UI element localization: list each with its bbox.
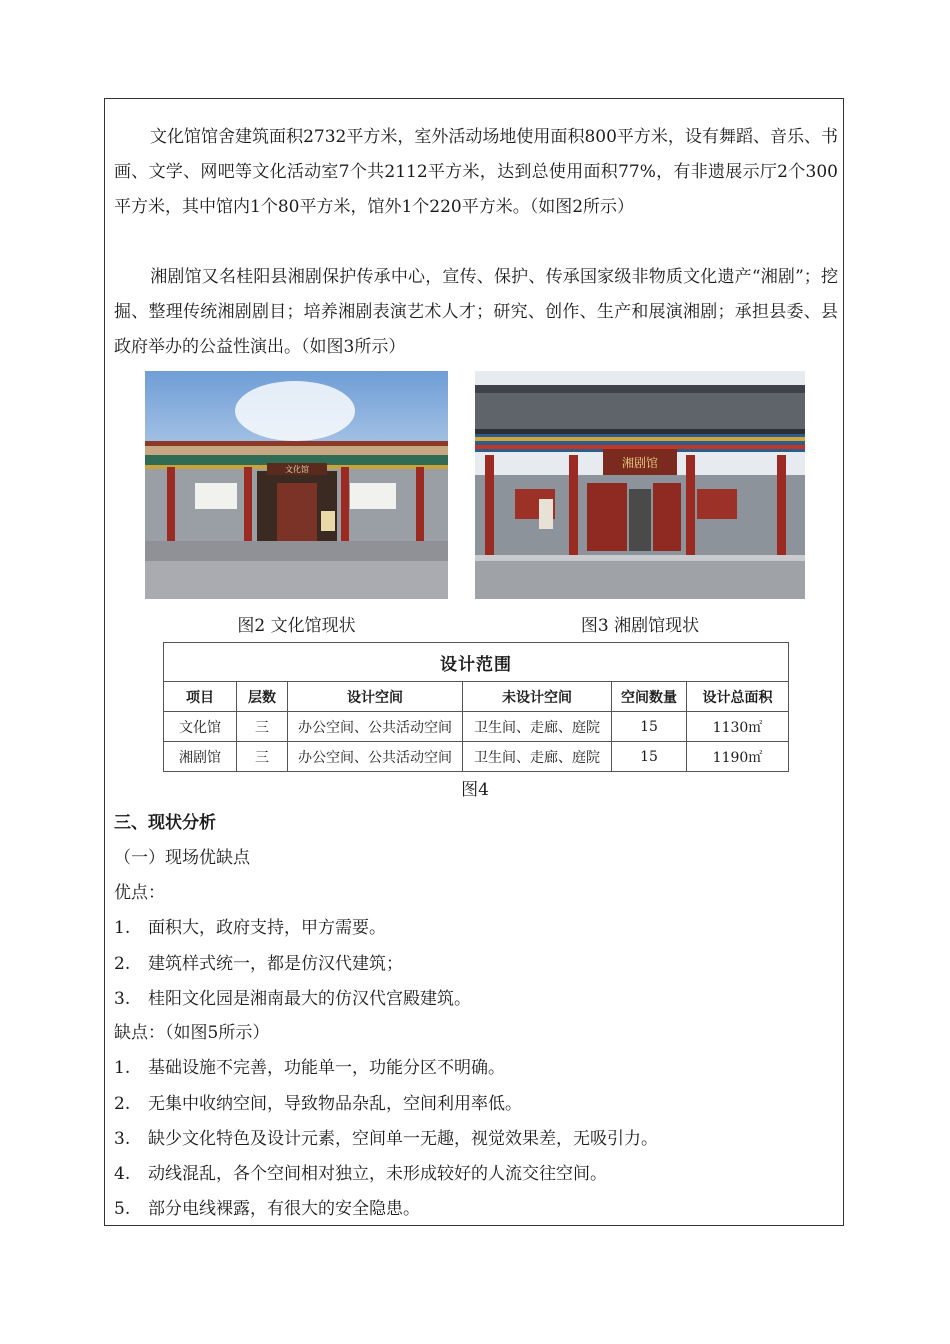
table-cell: 15 [612, 712, 687, 742]
table-header-row [164, 682, 789, 712]
culture-center-photo [145, 371, 448, 599]
table-row [164, 742, 789, 772]
table-cell: 三 [237, 742, 288, 772]
table-cell: 三 [237, 712, 288, 742]
pros-label: 优点： [114, 883, 165, 903]
paragraph-culture-center: 文化馆馆舍建筑面积2732平方米，室外活动场地使用面积800平方米，设有舞蹈、音乐、书画、文学、网吧等文化活动室7个共2112平方米，达到总使用面积77%，有非遗展示厅2个300平方米，其中馆内1个80平方米，馆外1个220平方米。（如图2所示） [114, 127, 838, 217]
xiangju-hall-photo [475, 371, 805, 599]
xiangju-hall-sign: 湘剧馆 [621, 456, 659, 470]
table-cell: 文化馆 [164, 712, 237, 742]
header-cell: 层数 [237, 682, 288, 712]
table-cell: 办公空间、公共活动空间 [288, 742, 463, 772]
table-cell: 卫生间、走廊、庭院 [463, 742, 612, 772]
section-heading: 三、现状分析 [114, 813, 216, 833]
table-cell: 湘剧馆 [164, 742, 237, 772]
table-cell: 卫生间、走廊、庭院 [463, 712, 612, 742]
subsection-heading: （一）现场优缺点 [114, 848, 250, 868]
cons-label: 缺点：（如图5所示） [114, 1023, 270, 1043]
list-item: 1. 面积大，政府支持，甲方需要。 [114, 918, 386, 938]
figure-2-caption: 图2 文化馆现状 [237, 616, 356, 636]
table-cell: 1190㎡ [687, 742, 789, 772]
list-item: 1. 基础设施不完善，功能单一，功能分区不明确。 [114, 1058, 505, 1078]
list-item: 5. 部分电线裸露，有很大的安全隐患。 [114, 1199, 420, 1219]
table-cell: 办公空间、公共活动空间 [288, 712, 463, 742]
list-item: 2. 无集中收纳空间，导致物品杂乱，空间利用率低。 [114, 1094, 522, 1114]
header-cell: 空间数量 [612, 682, 687, 712]
design-scope-table [163, 642, 789, 772]
list-item: 3. 缺少文化特色及设计元素，空间单一无趣，视觉效果差，无吸引力。 [114, 1129, 658, 1149]
table-cell: 15 [612, 742, 687, 772]
figure-3-caption: 图3 湘剧馆现状 [580, 616, 700, 636]
list-item: 4. 动线混乱，各个空间相对独立，未形成较好的人流交往空间。 [114, 1164, 607, 1184]
paragraph-xiangju-hall: 湘剧馆又名桂阳县湘剧保护传承中心，宣传、保护、传承国家级非物质文化遗产“湘剧”；挖掘、整理传统湘剧剧目；培养湘剧表演艺术人才；研究、创作、生产和展演湘剧；承担县委、县政府举办的公益性演出。（如图3所示） [114, 267, 838, 357]
table-cell: 1130㎡ [687, 712, 789, 742]
culture-center-sign: 文化馆 [285, 465, 309, 474]
header-cell: 设计空间 [288, 682, 463, 712]
table-title: 设计范围 [164, 643, 789, 682]
header-cell: 未设计空间 [463, 682, 612, 712]
list-item: 3. 桂阳文化园是湘南最大的仿汉代宫殿建筑。 [114, 989, 471, 1009]
header-cell: 项目 [164, 682, 237, 712]
list-item: 2. 建筑样式统一，都是仿汉代建筑； [114, 954, 403, 974]
figure-4-caption: 图4 [461, 780, 489, 800]
table-row [164, 712, 789, 742]
header-cell: 设计总面积 [687, 682, 789, 712]
